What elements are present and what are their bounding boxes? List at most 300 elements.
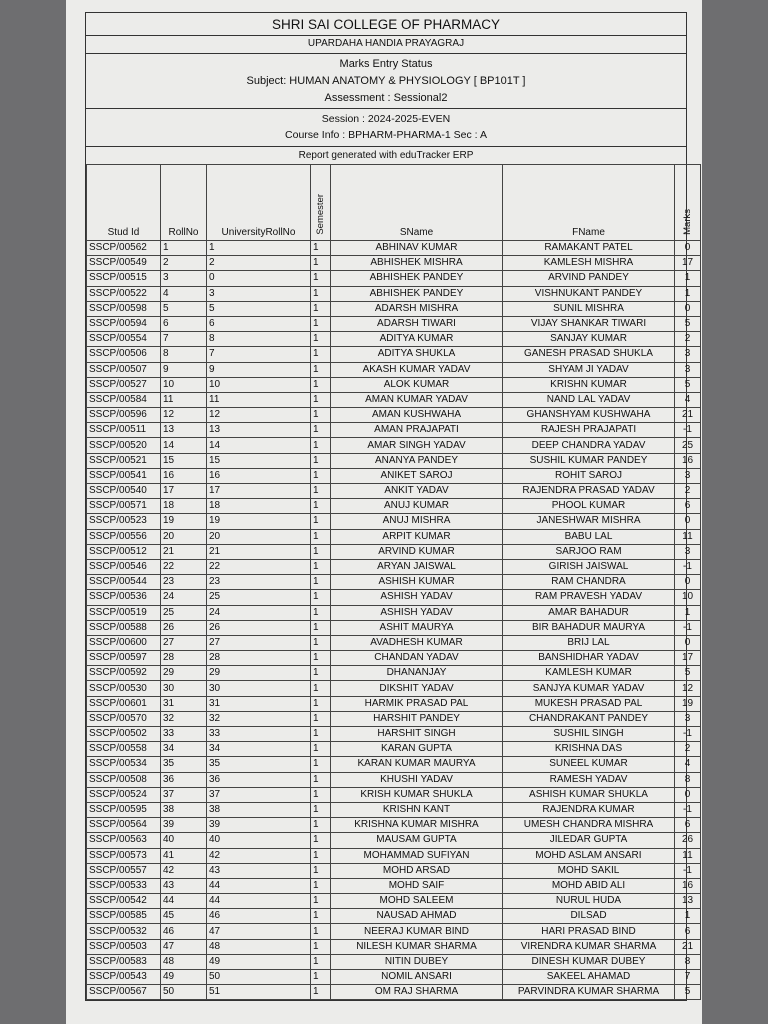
cell-stud-id: SSCP/00554 bbox=[87, 332, 161, 347]
cell-marks: -1 bbox=[675, 559, 701, 574]
session-info bbox=[86, 109, 686, 147]
cell-marks: 4 bbox=[675, 392, 701, 407]
cell-university-rollno: 28 bbox=[207, 651, 311, 666]
cell-rollno: 43 bbox=[161, 878, 207, 893]
cell-stud-id: SSCP/00556 bbox=[87, 529, 161, 544]
report-title: Marks Entry Status bbox=[339, 58, 433, 70]
cell-fname: ARVIND PANDEY bbox=[503, 271, 675, 286]
cell-rollno: 13 bbox=[161, 423, 207, 438]
cell-rollno: 27 bbox=[161, 635, 207, 650]
cell-rollno: 34 bbox=[161, 742, 207, 757]
cell-sname: MOHD SAIF bbox=[331, 878, 503, 893]
college-name: SHRI SAI COLLEGE OF PHARMACY bbox=[86, 13, 686, 36]
cell-stud-id: SSCP/00592 bbox=[87, 666, 161, 681]
cell-rollno: 50 bbox=[161, 985, 207, 1000]
cell-fname: MOHD ABID ALI bbox=[503, 878, 675, 893]
cell-rollno: 46 bbox=[161, 924, 207, 939]
table-row bbox=[87, 438, 701, 453]
table-row bbox=[87, 256, 701, 271]
cell-sname: ANUJ KUMAR bbox=[331, 499, 503, 514]
cell-marks: 2 bbox=[675, 742, 701, 757]
table-row bbox=[87, 909, 701, 924]
cell-university-rollno: 0 bbox=[207, 271, 311, 286]
cell-rollno: 25 bbox=[161, 605, 207, 620]
cell-sname: ANUJ MISHRA bbox=[331, 514, 503, 529]
cell-semester: 1 bbox=[311, 620, 331, 635]
cell-fname: GANESH PRASAD SHUKLA bbox=[503, 347, 675, 362]
cell-marks: 13 bbox=[675, 894, 701, 909]
cell-rollno: 38 bbox=[161, 802, 207, 817]
cell-fname: BABU LAL bbox=[503, 529, 675, 544]
cell-marks: 6 bbox=[675, 924, 701, 939]
cell-sname: KARAN GUPTA bbox=[331, 742, 503, 757]
table-row bbox=[87, 727, 701, 742]
cell-semester: 1 bbox=[311, 301, 331, 316]
cell-marks: 2 bbox=[675, 332, 701, 347]
cell-rollno: 19 bbox=[161, 514, 207, 529]
cell-sname: ADARSH TIWARI bbox=[331, 316, 503, 331]
cell-sname: HARSHIT SINGH bbox=[331, 727, 503, 742]
cell-rollno: 24 bbox=[161, 590, 207, 605]
cell-sname: ASHISH YADAV bbox=[331, 590, 503, 605]
cell-marks: 0 bbox=[675, 301, 701, 316]
cell-fname: RAMAKANT PATEL bbox=[503, 241, 675, 256]
cell-university-rollno: 23 bbox=[207, 575, 311, 590]
cell-semester: 1 bbox=[311, 757, 331, 772]
cell-rollno: 16 bbox=[161, 468, 207, 483]
cell-semester: 1 bbox=[311, 939, 331, 954]
cell-fname: DINESH KUMAR DUBEY bbox=[503, 954, 675, 969]
cell-university-rollno: 39 bbox=[207, 818, 311, 833]
cell-sname: NITIN DUBEY bbox=[331, 954, 503, 969]
cell-fname: KAMLESH MISHRA bbox=[503, 256, 675, 271]
cell-semester: 1 bbox=[311, 575, 331, 590]
cell-university-rollno: 15 bbox=[207, 453, 311, 468]
cell-fname: KRISHNA DAS bbox=[503, 742, 675, 757]
cell-sname: ADITYA SHUKLA bbox=[331, 347, 503, 362]
cell-sname: MOHD SALEEM bbox=[331, 894, 503, 909]
cell-stud-id: SSCP/00523 bbox=[87, 514, 161, 529]
cell-sname: ALOK KUMAR bbox=[331, 377, 503, 392]
cell-rollno: 36 bbox=[161, 772, 207, 787]
cell-fname: SANJYA KUMAR YADAV bbox=[503, 681, 675, 696]
cell-sname: ADITYA KUMAR bbox=[331, 332, 503, 347]
table-row bbox=[87, 818, 701, 833]
cell-semester: 1 bbox=[311, 590, 331, 605]
cell-rollno: 37 bbox=[161, 787, 207, 802]
cell-rollno: 15 bbox=[161, 453, 207, 468]
table-row bbox=[87, 970, 701, 985]
cell-semester: 1 bbox=[311, 802, 331, 817]
table-row bbox=[87, 878, 701, 893]
table-row bbox=[87, 651, 701, 666]
cell-stud-id: SSCP/00503 bbox=[87, 939, 161, 954]
cell-university-rollno: 33 bbox=[207, 727, 311, 742]
cell-university-rollno: 27 bbox=[207, 635, 311, 650]
table-row bbox=[87, 301, 701, 316]
cell-stud-id: SSCP/00573 bbox=[87, 848, 161, 863]
cell-rollno: 6 bbox=[161, 316, 207, 331]
cell-stud-id: SSCP/00588 bbox=[87, 620, 161, 635]
cell-stud-id: SSCP/00530 bbox=[87, 681, 161, 696]
cell-stud-id: SSCP/00562 bbox=[87, 241, 161, 256]
cell-university-rollno: 24 bbox=[207, 605, 311, 620]
table-row bbox=[87, 863, 701, 878]
cell-sname: ARVIND KUMAR bbox=[331, 544, 503, 559]
table-row bbox=[87, 316, 701, 331]
cell-marks: 12 bbox=[675, 681, 701, 696]
cell-stud-id: SSCP/00583 bbox=[87, 954, 161, 969]
cell-rollno: 45 bbox=[161, 909, 207, 924]
cell-university-rollno: 50 bbox=[207, 970, 311, 985]
table-row bbox=[87, 484, 701, 499]
cell-marks: 8 bbox=[675, 772, 701, 787]
cell-sname: ANIKET SAROJ bbox=[331, 468, 503, 483]
cell-marks: 21 bbox=[675, 939, 701, 954]
cell-rollno: 39 bbox=[161, 818, 207, 833]
cell-stud-id: SSCP/00521 bbox=[87, 453, 161, 468]
cell-sname: ABHISHEK MISHRA bbox=[331, 256, 503, 271]
report-info bbox=[86, 54, 686, 109]
cell-stud-id: SSCP/00564 bbox=[87, 818, 161, 833]
cell-university-rollno: 37 bbox=[207, 787, 311, 802]
cell-rollno: 26 bbox=[161, 620, 207, 635]
cell-fname: BRIJ LAL bbox=[503, 635, 675, 650]
col-semester bbox=[311, 165, 331, 241]
cell-rollno: 11 bbox=[161, 392, 207, 407]
cell-stud-id: SSCP/00558 bbox=[87, 742, 161, 757]
cell-semester: 1 bbox=[311, 818, 331, 833]
table-row bbox=[87, 605, 701, 620]
table-row bbox=[87, 575, 701, 590]
cell-university-rollno: 2 bbox=[207, 256, 311, 271]
cell-semester: 1 bbox=[311, 499, 331, 514]
cell-semester: 1 bbox=[311, 484, 331, 499]
cell-university-rollno: 44 bbox=[207, 878, 311, 893]
cell-sname: KARAN KUMAR MAURYA bbox=[331, 757, 503, 772]
cell-stud-id: SSCP/00584 bbox=[87, 392, 161, 407]
cell-university-rollno: 16 bbox=[207, 468, 311, 483]
cell-stud-id: SSCP/00549 bbox=[87, 256, 161, 271]
cell-rollno: 30 bbox=[161, 681, 207, 696]
cell-rollno: 12 bbox=[161, 408, 207, 423]
cell-fname: HARI PRASAD BIND bbox=[503, 924, 675, 939]
cell-semester: 1 bbox=[311, 863, 331, 878]
cell-rollno: 48 bbox=[161, 954, 207, 969]
cell-semester: 1 bbox=[311, 438, 331, 453]
cell-rollno: 41 bbox=[161, 848, 207, 863]
cell-marks: 1 bbox=[675, 909, 701, 924]
cell-semester: 1 bbox=[311, 909, 331, 924]
cell-fname: MUKESH PRASAD PAL bbox=[503, 696, 675, 711]
cell-stud-id: SSCP/00522 bbox=[87, 286, 161, 301]
table-row bbox=[87, 408, 701, 423]
cell-semester: 1 bbox=[311, 833, 331, 848]
cell-sname: AVADHESH KUMAR bbox=[331, 635, 503, 650]
cell-fname: RAJENDRA KUMAR bbox=[503, 802, 675, 817]
cell-fname: RAJESH PRAJAPATI bbox=[503, 423, 675, 438]
cell-stud-id: SSCP/00533 bbox=[87, 878, 161, 893]
table-row bbox=[87, 590, 701, 605]
cell-rollno: 21 bbox=[161, 544, 207, 559]
cell-sname: HARSHIT PANDEY bbox=[331, 711, 503, 726]
col-fname: FName bbox=[503, 165, 675, 241]
cell-fname: BANSHIDHAR YADAV bbox=[503, 651, 675, 666]
cell-university-rollno: 46 bbox=[207, 909, 311, 924]
cell-stud-id: SSCP/00519 bbox=[87, 605, 161, 620]
cell-university-rollno: 26 bbox=[207, 620, 311, 635]
cell-rollno: 32 bbox=[161, 711, 207, 726]
cell-semester: 1 bbox=[311, 423, 331, 438]
cell-semester: 1 bbox=[311, 256, 331, 271]
table-row bbox=[87, 696, 701, 711]
cell-marks: 3 bbox=[675, 711, 701, 726]
cell-fname: GIRISH JAISWAL bbox=[503, 559, 675, 574]
table-row bbox=[87, 468, 701, 483]
table-row bbox=[87, 954, 701, 969]
cell-fname: KAMLESH KUMAR bbox=[503, 666, 675, 681]
cell-university-rollno: 29 bbox=[207, 666, 311, 681]
cell-university-rollno: 7 bbox=[207, 347, 311, 362]
course-line: Course Info : BPHARM-PHARMA-1 Sec : A bbox=[285, 129, 487, 141]
cell-sname: AMAN PRAJAPATI bbox=[331, 423, 503, 438]
cell-marks: 10 bbox=[675, 590, 701, 605]
cell-semester: 1 bbox=[311, 696, 331, 711]
cell-fname: RAMESH YADAV bbox=[503, 772, 675, 787]
cell-rollno: 9 bbox=[161, 362, 207, 377]
table-row bbox=[87, 499, 701, 514]
cell-stud-id: SSCP/00570 bbox=[87, 711, 161, 726]
cell-fname: VISHNUKANT PANDEY bbox=[503, 286, 675, 301]
session-line: Session : 2024-2025-EVEN bbox=[321, 113, 451, 125]
cell-semester: 1 bbox=[311, 241, 331, 256]
cell-rollno: 35 bbox=[161, 757, 207, 772]
cell-rollno: 40 bbox=[161, 833, 207, 848]
cell-marks: 5 bbox=[675, 985, 701, 1000]
cell-semester: 1 bbox=[311, 453, 331, 468]
cell-marks: 17 bbox=[675, 651, 701, 666]
table-row bbox=[87, 802, 701, 817]
cell-stud-id: SSCP/00506 bbox=[87, 347, 161, 362]
cell-university-rollno: 43 bbox=[207, 863, 311, 878]
cell-fname: GHANSHYAM KUSHWAHA bbox=[503, 408, 675, 423]
cell-stud-id: SSCP/00557 bbox=[87, 863, 161, 878]
cell-sname: ABHINAV KUMAR bbox=[331, 241, 503, 256]
cell-marks: 26 bbox=[675, 833, 701, 848]
cell-fname: RAM CHANDRA bbox=[503, 575, 675, 590]
table-row bbox=[87, 894, 701, 909]
cell-rollno: 31 bbox=[161, 696, 207, 711]
cell-fname: PARVINDRA KUMAR SHARMA bbox=[503, 985, 675, 1000]
cell-rollno: 28 bbox=[161, 651, 207, 666]
cell-stud-id: SSCP/00596 bbox=[87, 408, 161, 423]
cell-sname: NAUSAD AHMAD bbox=[331, 909, 503, 924]
cell-stud-id: SSCP/00532 bbox=[87, 924, 161, 939]
cell-stud-id: SSCP/00595 bbox=[87, 802, 161, 817]
cell-fname: UMESH CHANDRA MISHRA bbox=[503, 818, 675, 833]
assessment-line: Assessment : Sessional2 bbox=[324, 92, 448, 104]
table-row bbox=[87, 241, 701, 256]
cell-stud-id: SSCP/00601 bbox=[87, 696, 161, 711]
cell-rollno: 44 bbox=[161, 894, 207, 909]
cell-semester: 1 bbox=[311, 787, 331, 802]
cell-university-rollno: 47 bbox=[207, 924, 311, 939]
table-row bbox=[87, 939, 701, 954]
cell-sname: AKASH KUMAR YADAV bbox=[331, 362, 503, 377]
cell-stud-id: SSCP/00508 bbox=[87, 772, 161, 787]
cell-marks: 0 bbox=[675, 514, 701, 529]
cell-sname: NOMIL ANSARI bbox=[331, 970, 503, 985]
cell-sname: HARMIK PRASAD PAL bbox=[331, 696, 503, 711]
cell-university-rollno: 49 bbox=[207, 954, 311, 969]
cell-stud-id: SSCP/00540 bbox=[87, 484, 161, 499]
cell-fname: DEEP CHANDRA YADAV bbox=[503, 438, 675, 453]
cell-fname: ROHIT SAROJ bbox=[503, 468, 675, 483]
cell-semester: 1 bbox=[311, 924, 331, 939]
cell-semester: 1 bbox=[311, 651, 331, 666]
cell-fname: SUNIL MISHRA bbox=[503, 301, 675, 316]
cell-stud-id: SSCP/00600 bbox=[87, 635, 161, 650]
cell-university-rollno: 11 bbox=[207, 392, 311, 407]
cell-semester: 1 bbox=[311, 392, 331, 407]
cell-semester: 1 bbox=[311, 605, 331, 620]
cell-marks: 5 bbox=[675, 316, 701, 331]
cell-marks: 4 bbox=[675, 757, 701, 772]
cell-sname: MAUSAM GUPTA bbox=[331, 833, 503, 848]
cell-marks: 3 bbox=[675, 468, 701, 483]
cell-rollno: 7 bbox=[161, 332, 207, 347]
cell-fname: KRISHN KUMAR bbox=[503, 377, 675, 392]
table-row bbox=[87, 985, 701, 1000]
cell-university-rollno: 48 bbox=[207, 939, 311, 954]
col-marks bbox=[675, 165, 701, 241]
table-row bbox=[87, 544, 701, 559]
table-row bbox=[87, 666, 701, 681]
cell-semester: 1 bbox=[311, 727, 331, 742]
col-stud-id: Stud Id bbox=[87, 165, 161, 241]
cell-stud-id: SSCP/00511 bbox=[87, 423, 161, 438]
cell-fname: VIJAY SHANKAR TIWARI bbox=[503, 316, 675, 331]
col-semester-label: Semester bbox=[315, 194, 326, 235]
cell-university-rollno: 1 bbox=[207, 241, 311, 256]
cell-semester: 1 bbox=[311, 468, 331, 483]
cell-university-rollno: 6 bbox=[207, 316, 311, 331]
cell-fname: JILEDAR GUPTA bbox=[503, 833, 675, 848]
cell-fname: SAKEEL AHAMAD bbox=[503, 970, 675, 985]
cell-sname: AMAN KUSHWAHA bbox=[331, 408, 503, 423]
cell-stud-id: SSCP/00598 bbox=[87, 301, 161, 316]
cell-fname: SUNEEL KUMAR bbox=[503, 757, 675, 772]
table-row bbox=[87, 833, 701, 848]
table-row bbox=[87, 286, 701, 301]
cell-university-rollno: 14 bbox=[207, 438, 311, 453]
cell-marks: 1 bbox=[675, 271, 701, 286]
cell-rollno: 3 bbox=[161, 271, 207, 286]
cell-fname: SUSHIL KUMAR PANDEY bbox=[503, 453, 675, 468]
cell-sname: DHANANJAY bbox=[331, 666, 503, 681]
subject-line: Subject: HUMAN ANATOMY & PHYSIOLOGY [ BP101T ] bbox=[246, 75, 526, 87]
cell-sname: MOHD ARSAD bbox=[331, 863, 503, 878]
cell-semester: 1 bbox=[311, 681, 331, 696]
cell-marks: 0 bbox=[675, 575, 701, 590]
cell-marks: 11 bbox=[675, 848, 701, 863]
cell-sname: ASHIT MAURYA bbox=[331, 620, 503, 635]
cell-stud-id: SSCP/00541 bbox=[87, 468, 161, 483]
cell-stud-id: SSCP/00502 bbox=[87, 727, 161, 742]
cell-stud-id: SSCP/00512 bbox=[87, 544, 161, 559]
cell-marks: 1 bbox=[675, 286, 701, 301]
cell-university-rollno: 3 bbox=[207, 286, 311, 301]
marks-sheet bbox=[85, 12, 694, 1001]
cell-marks: -1 bbox=[675, 802, 701, 817]
table-row bbox=[87, 514, 701, 529]
cell-semester: 1 bbox=[311, 878, 331, 893]
cell-rollno: 20 bbox=[161, 529, 207, 544]
cell-sname: KHUSHI YADAV bbox=[331, 772, 503, 787]
cell-university-rollno: 5 bbox=[207, 301, 311, 316]
cell-semester: 1 bbox=[311, 742, 331, 757]
table-row bbox=[87, 453, 701, 468]
cell-sname: KRISHNA KUMAR MISHRA bbox=[331, 818, 503, 833]
cell-rollno: 33 bbox=[161, 727, 207, 742]
cell-university-rollno: 36 bbox=[207, 772, 311, 787]
table-row bbox=[87, 529, 701, 544]
cell-fname: MOHD SAKIL bbox=[503, 863, 675, 878]
cell-university-rollno: 22 bbox=[207, 559, 311, 574]
cell-sname: ANKIT YADAV bbox=[331, 484, 503, 499]
cell-fname: SARJOO RAM bbox=[503, 544, 675, 559]
cell-marks: 16 bbox=[675, 453, 701, 468]
cell-stud-id: SSCP/00534 bbox=[87, 757, 161, 772]
cell-sname: AMAN KUMAR YADAV bbox=[331, 392, 503, 407]
cell-marks: 2 bbox=[675, 484, 701, 499]
cell-fname: BIR BAHADUR MAURYA bbox=[503, 620, 675, 635]
cell-university-rollno: 35 bbox=[207, 757, 311, 772]
cell-sname: MOHAMMAD SUFIYAN bbox=[331, 848, 503, 863]
cell-semester: 1 bbox=[311, 772, 331, 787]
cell-semester: 1 bbox=[311, 559, 331, 574]
cell-marks: -1 bbox=[675, 727, 701, 742]
cell-stud-id: SSCP/00507 bbox=[87, 362, 161, 377]
cell-marks: 7 bbox=[675, 970, 701, 985]
table-row bbox=[87, 742, 701, 757]
cell-fname: MOHD ASLAM ANSARI bbox=[503, 848, 675, 863]
cell-stud-id: SSCP/00585 bbox=[87, 909, 161, 924]
table-row bbox=[87, 681, 701, 696]
cell-marks: 8 bbox=[675, 954, 701, 969]
cell-sname: ARYAN JAISWAL bbox=[331, 559, 503, 574]
cell-rollno: 23 bbox=[161, 575, 207, 590]
table-row bbox=[87, 347, 701, 362]
report-generator: Report generated with eduTracker ERP bbox=[298, 150, 474, 161]
cell-fname: RAM PRAVESH YADAV bbox=[503, 590, 675, 605]
cell-university-rollno: 38 bbox=[207, 802, 311, 817]
cell-marks: -1 bbox=[675, 863, 701, 878]
cell-rollno: 2 bbox=[161, 256, 207, 271]
cell-rollno: 1 bbox=[161, 241, 207, 256]
cell-fname: SHYAM JI YADAV bbox=[503, 362, 675, 377]
cell-university-rollno: 21 bbox=[207, 544, 311, 559]
cell-marks: 6 bbox=[675, 818, 701, 833]
cell-semester: 1 bbox=[311, 316, 331, 331]
cell-marks: 3 bbox=[675, 544, 701, 559]
cell-sname: ABHISHEK PANDEY bbox=[331, 271, 503, 286]
table-row bbox=[87, 377, 701, 392]
cell-rollno: 47 bbox=[161, 939, 207, 954]
cell-fname: AMAR BAHADUR bbox=[503, 605, 675, 620]
cell-semester: 1 bbox=[311, 954, 331, 969]
cell-marks: 0 bbox=[675, 787, 701, 802]
